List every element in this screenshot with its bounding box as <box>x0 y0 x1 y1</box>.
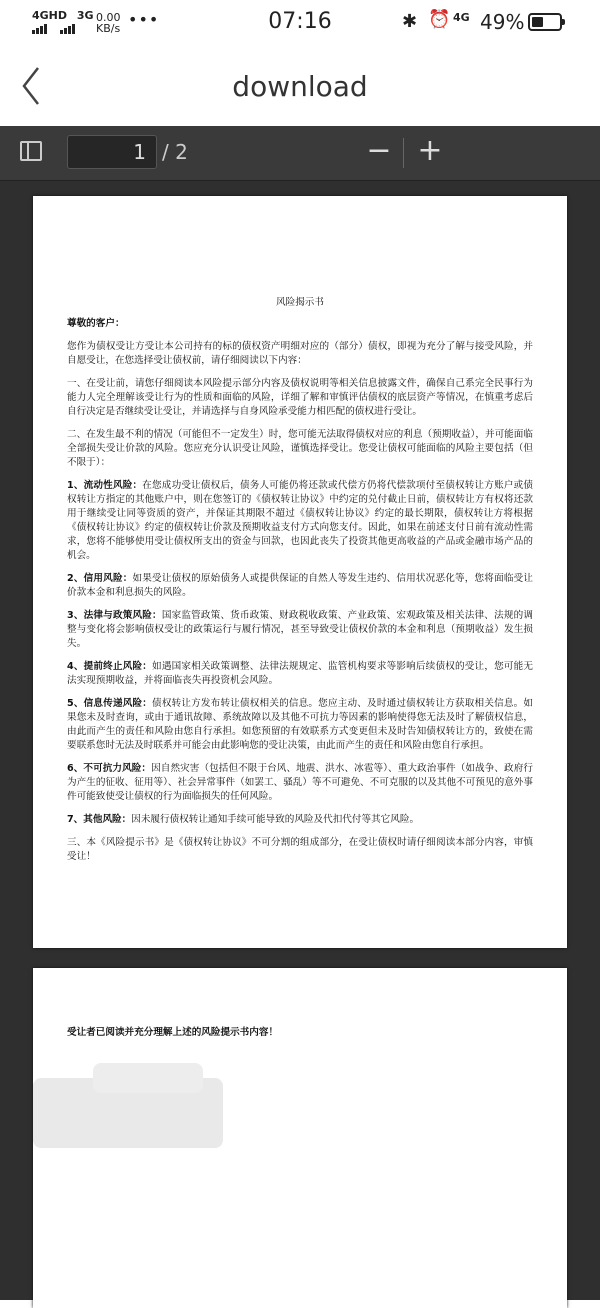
risk-item <box>67 479 533 563</box>
speed-value: 0.00 <box>96 11 121 24</box>
page-total: / 2 <box>162 140 188 164</box>
document-body <box>67 296 533 873</box>
pdf-viewer[interactable] <box>0 126 600 1300</box>
status-bar <box>0 0 600 46</box>
greeting: 尊敬的客户： <box>67 318 125 329</box>
sidebar-toggle-icon[interactable] <box>20 141 42 161</box>
risk-item <box>67 813 533 827</box>
zoom-in-button[interactable]: + <box>417 133 443 168</box>
pdf-page-1 <box>33 196 567 948</box>
battery-fill <box>532 17 543 27</box>
risk-text: 因自然灾害（包括但不限于台风、地震、洪水、冰雹等）、重大政治事件（如战争、政府行为产生的征收、征用等）、社会异常事件（如罢工、骚乱）等不可避免、不可克服的以及其他不可预见的意外事件可能致使受让债权的行为面临损失的任何风险。 <box>67 763 533 802</box>
risk-text: 如遇国家相关政策调整、法律法规规定、监管机构要求等影响后续债权的受让，您可能无法实现预期收益，并将面临丧失再投资机会风险。 <box>67 661 533 686</box>
paragraph-2: 二、在发生最不利的情况（可能但不一定发生）时，您可能无法取得债权对应的利息（预期收益），并可能面临全部损失受让价款的风险。您应充分认识受让风险，谨慎选择受让。您受让债权可能面临的风险主要包括（但不限于）： <box>67 429 533 468</box>
zoom-out-button[interactable]: − <box>366 133 392 168</box>
risk-label: 1、流动性风险： <box>67 480 143 491</box>
risk-label: 3、法律与政策风险： <box>67 610 162 621</box>
redacted-signature <box>93 1063 203 1093</box>
network-right-label: 4G <box>453 11 470 24</box>
acknowledgement-text: 受让者已阅读并充分理解上述的风险提示书内容！ <box>67 1027 279 1038</box>
alarm-icon: ⏰ <box>428 9 451 30</box>
risk-item <box>67 609 533 651</box>
network-left-label: 4GHD <box>32 9 68 22</box>
risk-text: 在您成功受让债权后，债务人可能仍将还款或代偿方仍将代偿款项付至债权转让方账户或债权转让方指定的其他账户中，则在您签订的《债权转让协议》中约定的兑付截止日前，债权转让方有权将还款用于继续受让同等资质的资产，并保证其期限不超过《债权转让协议》约定的最长期限，债权转让方将根据《债权转让协议》约定的债权转让价款及预期收益支付方式向您支付。因此，如果在前述支付日前有流动性需求，您将不能够使用受让债权所支出的资金与回款，也因此丧失了投资其他更高收益的产品或金融市场产品的机会。 <box>67 480 533 561</box>
intro-paragraph: 您作为债权受让方受让本公司持有的标的债权资产明细对应的（部分）债权，即视为充分了解与接受风险，并自愿受让，在您选择受让债权前，请仔细阅读以下内容： <box>67 341 533 366</box>
document-title: 风险揭示书 <box>276 297 324 308</box>
page-title: download <box>232 70 368 103</box>
risk-item <box>67 762 533 804</box>
bluetooth-icon: ✱ <box>402 11 418 32</box>
risk-label: 2、信用风险： <box>67 573 133 584</box>
navigation-bar <box>0 46 600 126</box>
risk-item <box>67 697 533 753</box>
risk-text: 国家监管政策、货币政策、财政税收政策、产业政策、宏观政策及相关法律、法规的调整与变化将会影响债权受让的政策运行与履行情况，甚至导致受让债权价款的本金和利息（预期收益）发生损失。 <box>67 610 533 649</box>
more-icon: ••• <box>128 10 160 29</box>
pdf-toolbar <box>0 126 600 181</box>
risk-item <box>67 572 533 600</box>
battery-icon <box>528 13 562 31</box>
risk-text: 因未履行债权转让通知手续可能导致的风险及代扣代付等其它风险。 <box>131 814 420 825</box>
speed-unit: KB/s <box>96 22 121 35</box>
clock: 07:16 <box>268 9 332 34</box>
risk-item <box>67 660 533 688</box>
network-mid-label: 3G <box>76 9 94 22</box>
battery-percent: 49% <box>480 10 525 34</box>
risk-text: 债权转让方发布转让债权相关的信息。您应主动、及时通过债权转让方获取相关信息。如果您未及时查询，或由于通讯故障、系统故障以及其他不可抗力等因素的影响使得您无法及时了解债权信息，由此而产生的责任和风险由您自行承担。如您预留的有效联系方式变更但未及时告知债权转让方的，致使在需要联系您时无法及时联系并可能会由此影响您的受让决策，由此而产生的责任和风险由您自行承担。 <box>67 698 533 751</box>
pdf-page-2 <box>33 968 567 1308</box>
risk-text: 如果受让债权的原始债务人或提供保证的自然人等发生违约、信用状况恶化等，您将面临受让价款本金和利息损失的风险。 <box>67 573 533 598</box>
paragraph-1: 一、在受让前，请您仔细阅读本风险提示部分内容及债权说明等相关信息披露文件，确保自己系完全民事行为能力人完全理解该受让行为的性质和面临的风险，详细了解和审慎评估债权的底层资产等情况，在慎重考虑后自行决定是否继续受让受让，并请选择与自身风险承受能力相匹配的债权进行受让。 <box>67 378 533 417</box>
risk-label: 6、不可抗力风险： <box>67 763 152 774</box>
risk-label: 4、提前终止风险： <box>67 661 153 672</box>
page-number-input[interactable]: 1 <box>67 135 157 169</box>
risk-label: 7、其他风险： <box>67 814 132 825</box>
risk-label: 5、信息传递风险： <box>67 698 153 709</box>
paragraph-3: 三、本《风险提示书》是《债权转让协议》不可分割的组成部分，在受让债权时请仔细阅读本部分内容，审慎受让！ <box>67 837 533 862</box>
toolbar-divider <box>403 138 404 168</box>
